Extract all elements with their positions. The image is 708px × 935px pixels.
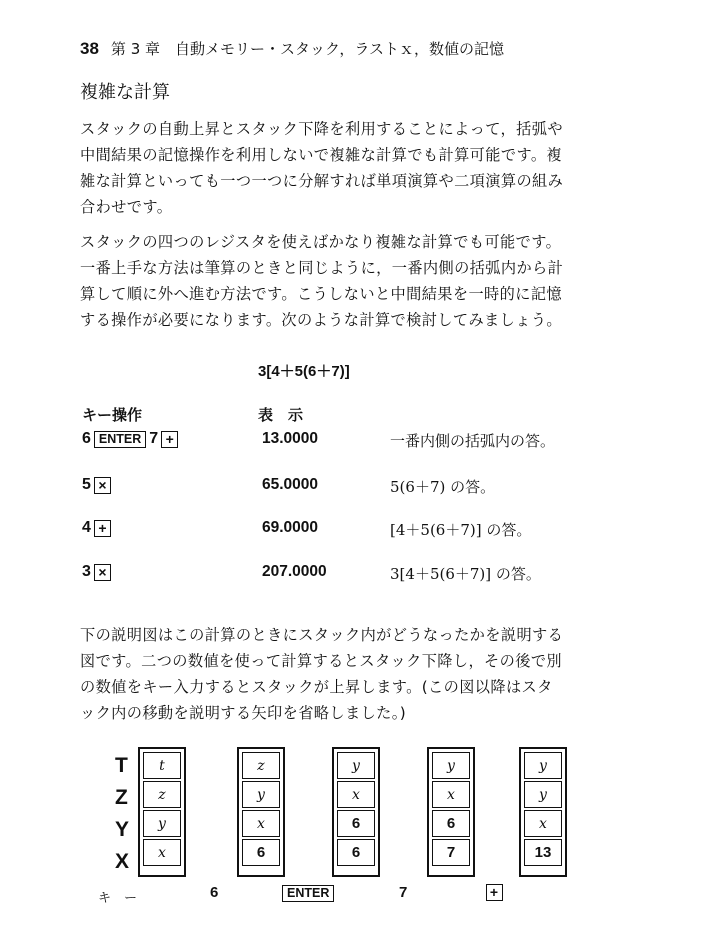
stack-column (138, 747, 186, 877)
key-cap: ENTER (282, 885, 334, 902)
paragraph-1 (80, 116, 625, 220)
key-cap: ENTER (94, 431, 146, 448)
paragraph-1-line: 合わせです。 (80, 198, 173, 216)
display-value: 65.0000 (262, 476, 319, 493)
key-cap: × (94, 477, 111, 494)
key-cap: + (94, 520, 111, 537)
table-row (0, 563, 708, 587)
paragraph-3-line: の数値をキー入力するとスタックが上昇します。(この図以降はスタ (80, 678, 553, 696)
table-row (0, 519, 708, 543)
paragraph-1-line: スタックの自動上昇とスタック下降を利用することによって，括弧や (80, 120, 563, 138)
key-sequence (82, 563, 111, 581)
row-comment: 5(6＋7) の答。 (390, 478, 496, 496)
row-comment: [4＋5(6＋7)] の答。 (390, 521, 532, 539)
key-digit: 3 (82, 563, 91, 580)
paragraph-2-line: 一番上手な方法は筆算のときと同じように，一番内側の括弧内から計 (80, 259, 564, 277)
stack-cell: z (242, 752, 280, 779)
key-cap: × (94, 564, 111, 581)
paragraph-2-line: する操作が必要になります。次のような計算で検討してみましょう。 (80, 311, 562, 329)
key-sequence (82, 476, 111, 494)
diagram-key (399, 884, 407, 901)
stack-cell: y (337, 752, 375, 779)
section-title: 複雑な計算 (80, 82, 170, 103)
key-digit: 7 (399, 884, 408, 901)
row-comment: 一番内側の括弧内の答。 (390, 432, 556, 450)
diagram-key (210, 884, 218, 901)
register-label-t: T (115, 754, 128, 777)
display-value: 13.0000 (262, 430, 319, 447)
key-digit: 5 (82, 476, 91, 493)
stack-cell: z (143, 781, 181, 808)
stack-column (237, 747, 285, 877)
stack-cell: x (337, 781, 375, 808)
table-row (0, 476, 708, 500)
stack-cell: x (432, 781, 470, 808)
stack-column (519, 747, 567, 877)
page-number: 38 (80, 39, 99, 58)
register-label-y: Y (115, 818, 130, 841)
chapter-title: 第 3 章 自動メモリー・スタック，ラストｘ，数値の記憶 (110, 40, 504, 58)
key-sequence (82, 519, 111, 537)
stack-cell: 6 (242, 839, 280, 866)
paragraph-2 (80, 229, 625, 333)
display-header: 表 示 (258, 406, 304, 424)
stack-cell: x (143, 839, 181, 866)
stack-cell: 6 (337, 810, 375, 837)
stack-cell: 6 (432, 810, 470, 837)
stack-cell: 6 (337, 839, 375, 866)
paragraph-3-line: 下の説明図はこの計算のときにスタック内がどうなったかを説明する (80, 626, 564, 644)
key-sequence (82, 430, 178, 448)
table-row (0, 430, 708, 454)
stack-cell: y (524, 781, 562, 808)
row-comment: 3[4＋5(6＋7)] の答。 (390, 565, 541, 583)
paragraph-2-line: 算して順に外へ進む方法です。こうしないと中間結果を一時的に記憶 (80, 285, 562, 303)
display-value: 207.0000 (262, 563, 327, 580)
register-label-x: X (115, 850, 130, 873)
paragraph-1-line: 中間結果の記憶操作を利用しないで複雑な計算でも計算可能です。複 (80, 146, 562, 164)
stack-cell: y (143, 810, 181, 837)
diagram-key (486, 884, 503, 901)
paragraph-2-line: スタックの四つのレジスタを使えばかなり複雑な計算でも可能です。 (80, 233, 562, 251)
register-label-z: Z (115, 786, 128, 809)
key-cap: + (161, 431, 178, 448)
paragraph-3-line: 図です。二つの数値を使って計算するとスタック下降し，その後で別 (80, 652, 562, 670)
key-operation-header: キー操作 (82, 406, 143, 424)
diagram-key (282, 884, 334, 902)
key-cap: + (486, 884, 503, 901)
paragraph-1-line: 雑な計算といっても一つ一つに分解すれば単項演算や二項演算の組み (80, 172, 564, 190)
stack-column (427, 747, 475, 877)
stack-cell: x (242, 810, 280, 837)
stack-cell: y (524, 752, 562, 779)
stack-cell: 7 (432, 839, 470, 866)
key-digit: 6 (210, 884, 219, 901)
formula: 3[4＋5(6＋7)] (258, 363, 350, 380)
stack-column (332, 747, 380, 877)
key-digit: 6 (82, 430, 91, 447)
stack-cell: 13 (524, 839, 562, 866)
stack-cell: y (242, 781, 280, 808)
paragraph-3 (80, 622, 625, 726)
stack-cell: x (524, 810, 562, 837)
key-row-label: キ ー (98, 891, 138, 906)
paragraph-3-line: ック内の移動を説明する矢印を省略しました。) (80, 704, 407, 722)
key-digit: 4 (82, 519, 91, 536)
key-digit: 7 (149, 430, 159, 447)
stack-cell: t (143, 752, 181, 779)
page-header (80, 38, 504, 59)
display-value: 69.0000 (262, 519, 319, 536)
stack-cell: y (432, 752, 470, 779)
